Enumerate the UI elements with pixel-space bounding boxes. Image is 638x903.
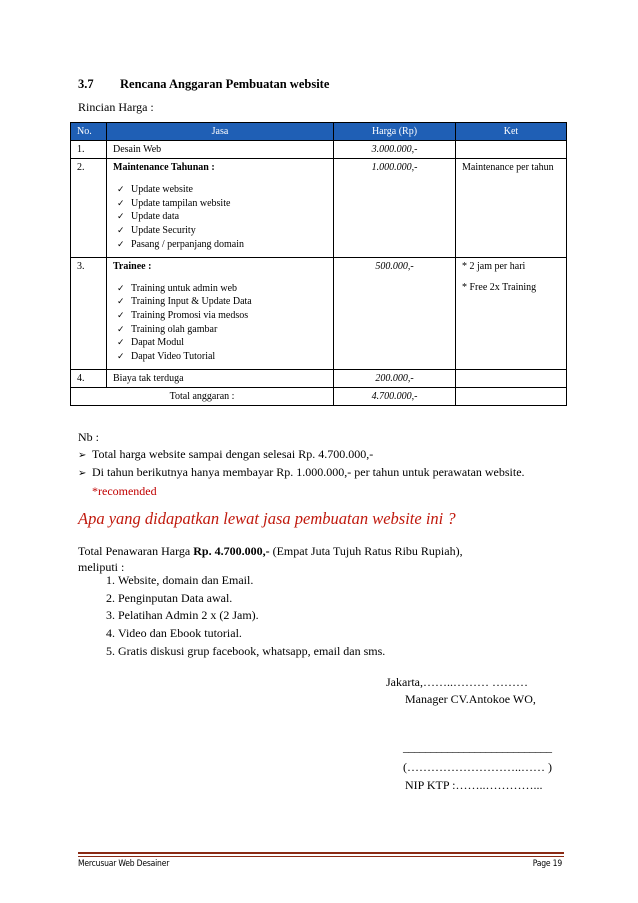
list-item: ✓ Update tampilan website: [117, 197, 231, 209]
section-heading: Apa yang didapatkan lewat jasa pembuatan website ini ?: [78, 509, 456, 528]
maintenance-list: [117, 183, 327, 252]
price-table: [70, 122, 567, 406]
check-icon: ✓: [117, 337, 125, 348]
list-item: ➢ Total harga website sampai dengan selesai Rp. 4.700.000,-: [78, 446, 525, 465]
row-harga: 500.000,-: [334, 257, 456, 369]
ket-note: * Free 2x Training: [462, 282, 537, 294]
list-item: ✓ Pasang / perpanjang domain: [117, 238, 245, 250]
total-label: Total anggaran :: [71, 387, 334, 405]
table-row: [71, 257, 567, 369]
check-icon: ✓: [117, 238, 125, 249]
header-jasa: Jasa: [107, 123, 334, 141]
signature-name: (………………………..…… ): [403, 760, 552, 774]
table-row: [71, 159, 567, 258]
recommended-note: *recomended: [92, 483, 157, 498]
list-item: ✓ Training Promosi via medsos: [117, 309, 249, 321]
arrow-bullet-icon: ➢: [78, 449, 87, 461]
row-no: 1.: [71, 141, 107, 159]
row-ket: Maintenance per tahun: [456, 159, 567, 258]
row-jasa: [107, 257, 334, 369]
list-item: ➢ Di tahun berikutnya hanya membayar Rp. 1.000.000,- per tahun untuk perawatan website.: [78, 464, 525, 483]
row-no: 3.: [71, 257, 107, 369]
table-row: [71, 141, 567, 159]
section-title-text: Rencana Anggaran Pembuatan website: [120, 77, 330, 91]
row-jasa-title: Maintenance Tahunan :: [113, 162, 215, 173]
signature-position: Manager CV.Antokoe WO,: [405, 692, 536, 706]
footer-left: Mercusuar Web Desainer: [78, 859, 170, 869]
offer-includes: meliputi :: [78, 560, 125, 574]
list-item: ✓ Update Security: [117, 225, 196, 237]
list-item: ✓ Training untuk admin web: [117, 282, 238, 294]
list-item: ✓ Dapat Video Tutorial: [117, 351, 216, 363]
arrow-bullet-icon: ➢: [78, 468, 87, 479]
notes-label: Nb :: [78, 430, 99, 444]
row-harga: 1.000.000,-: [334, 159, 456, 258]
list-item: 3. Pelatihan Admin 2 x (2 Jam).: [118, 607, 385, 625]
check-icon: ✓: [117, 351, 125, 362]
signature-place-date: Jakarta,……..……… ………: [386, 675, 528, 689]
row-jasa: Biaya tak terduga: [107, 369, 334, 387]
table-total-row: [71, 387, 567, 405]
row-no: 4.: [71, 369, 107, 387]
offer-items-list: [96, 572, 385, 661]
ket-note: * 2 jam per hari: [462, 260, 526, 272]
section-title: [78, 77, 329, 92]
list-item: ✓ Dapat Modul: [117, 337, 185, 349]
row-harga: 3.000.000,-: [334, 141, 456, 159]
trainee-list: [117, 282, 327, 364]
row-jasa: [107, 159, 334, 258]
list-item: ✓ Training Input & Update Data: [117, 296, 252, 308]
header-no: No.: [71, 123, 107, 141]
footer-rule: [78, 852, 564, 854]
footer-page-number: Page 19: [532, 859, 562, 869]
table-header-row: [71, 123, 567, 141]
check-icon: ✓: [117, 323, 125, 334]
check-icon: ✓: [117, 225, 125, 236]
list-item: ✓ Training olah gambar: [117, 323, 218, 335]
check-icon: ✓: [117, 184, 125, 194]
row-ket: [456, 257, 567, 369]
check-icon: ✓: [117, 211, 125, 222]
offer-text: Total Penawaran Harga Rp. 4.700.000,- (Empat Juta Tujuh Ratus Ribu Rupiah), meliputi :: [78, 544, 463, 574]
section-number: 3.7: [78, 77, 94, 91]
list-item: ✓ Update data: [117, 211, 180, 223]
row-ket: [456, 369, 567, 387]
row-harga: 200.000,-: [334, 369, 456, 387]
notes: [78, 429, 525, 499]
price-details-label: Rincian Harga :: [78, 100, 154, 114]
list-item: 2. Penginputan Data awal.: [118, 590, 385, 608]
table-row: [71, 369, 567, 387]
list-item: 5. Gratis diskusi grup facebook, whatsapp, email dan sms.: [118, 643, 385, 661]
check-icon: ✓: [117, 309, 125, 320]
footer-rule-thin: [78, 856, 564, 857]
header-ket: Ket: [456, 123, 567, 141]
header-harga: Harga (Rp): [334, 123, 456, 141]
row-ket: [456, 141, 567, 159]
list-item: 1. Website, domain dan Email.: [118, 572, 385, 590]
signature-line: ___________________________: [403, 740, 552, 754]
signature-nip: NIP KTP :……..…………...: [405, 778, 543, 792]
list-item: 4. Video dan Ebook tutorial.: [118, 625, 385, 643]
row-jasa: Desain Web: [107, 141, 334, 159]
check-icon: ✓: [117, 296, 125, 307]
row-jasa-title: Trainee :: [113, 260, 152, 272]
check-icon: ✓: [117, 197, 125, 208]
offer-amount: Rp. 4.700.000,-: [193, 544, 270, 558]
check-icon: ✓: [117, 282, 125, 293]
list-item: ✓ Update website: [117, 184, 193, 195]
row-no: 2.: [71, 159, 107, 258]
total-value: 4.700.000,-: [334, 387, 456, 405]
total-ket: [456, 387, 567, 405]
